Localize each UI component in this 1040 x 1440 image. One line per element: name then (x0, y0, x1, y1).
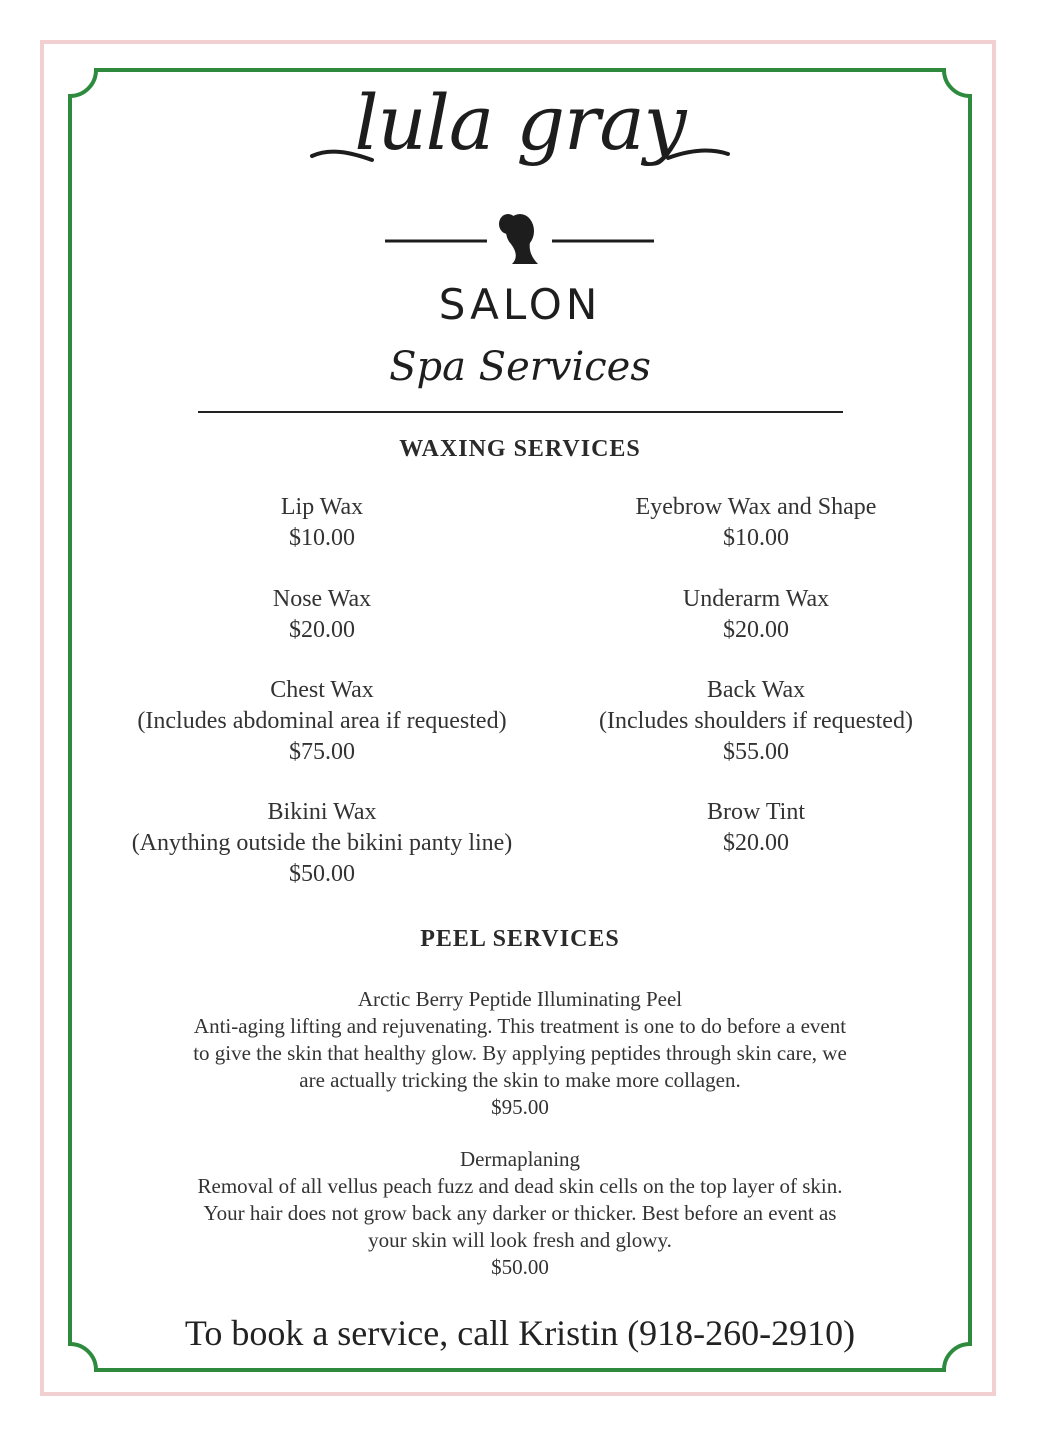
peel-price: $50.00 (491, 1255, 549, 1279)
service-name: Lip Wax (280, 494, 364, 520)
service-name: Bikini Wax (267, 799, 377, 825)
service-name: Brow Tint (706, 799, 806, 825)
salon-label: SALON (438, 280, 602, 329)
service-price: $20.00 (289, 617, 355, 643)
peel-price: $95.00 (491, 1095, 549, 1119)
peel-name: Arctic Berry Peptide Illuminating Peel (357, 987, 683, 1011)
service-note: (Includes abdominal area if requested) (137, 708, 507, 734)
peel-name: Dermaplaning (459, 1147, 581, 1171)
peel-description-line: Removal of all vellus peach fuzz and dead skin cells on the top layer of skin. (197, 1174, 843, 1198)
service-name: Eyebrow Wax and Shape (635, 494, 877, 520)
woman-silhouette-icon (499, 214, 538, 264)
service-price: $55.00 (723, 739, 789, 765)
service-price: $20.00 (723, 617, 789, 643)
service-back-wax (540, 675, 972, 768)
peel-description-line: Your hair does not grow back any darker or thicker. Best before an event as (203, 1201, 837, 1225)
divider-rule (198, 411, 843, 413)
service-chest-wax (96, 675, 548, 768)
service-note: (Anything outside the bikini panty line) (131, 830, 513, 856)
service-price: $10.00 (723, 525, 789, 551)
service-price: $50.00 (289, 861, 355, 887)
service-nose-wax (96, 584, 548, 646)
booking-line: To book a service, call Kristin (918-260-2910) (184, 1313, 856, 1353)
service-price: $10.00 (289, 525, 355, 551)
peel-description-line: are actually tricking the skin to make more collagen. (299, 1068, 741, 1092)
peel-description-line: your skin will look fresh and glowy. (368, 1228, 672, 1252)
service-name: Chest Wax (270, 677, 374, 703)
peel-heading: PEEL SERVICES (420, 926, 620, 952)
service-underarm-wax (540, 584, 972, 646)
service-lip-wax (96, 492, 548, 554)
service-name: Back Wax (706, 677, 806, 703)
waxing-heading: WAXING SERVICES (399, 436, 641, 462)
service-bikini-wax (96, 797, 548, 890)
service-name: Nose Wax (272, 586, 372, 612)
peel-item-dermaplaning (96, 1146, 944, 1281)
service-brow-tint (540, 797, 972, 859)
service-price: $75.00 (289, 739, 355, 765)
service-name: Underarm Wax (682, 586, 830, 612)
brand-logo: lula gray (354, 78, 686, 167)
page-subtitle: Spa Services (389, 344, 651, 390)
service-eyebrow-wax (540, 492, 972, 554)
service-note: (Includes shoulders if requested) (599, 708, 913, 734)
peel-description-line: Anti-aging lifting and rejuvenating. This treatment is one to do before a event (193, 1014, 847, 1038)
service-price: $20.00 (723, 830, 789, 856)
peel-description-line: to give the skin that healthy glow. By applying peptides through skin care, we (193, 1041, 847, 1065)
peel-item-arctic-berry (96, 986, 944, 1121)
